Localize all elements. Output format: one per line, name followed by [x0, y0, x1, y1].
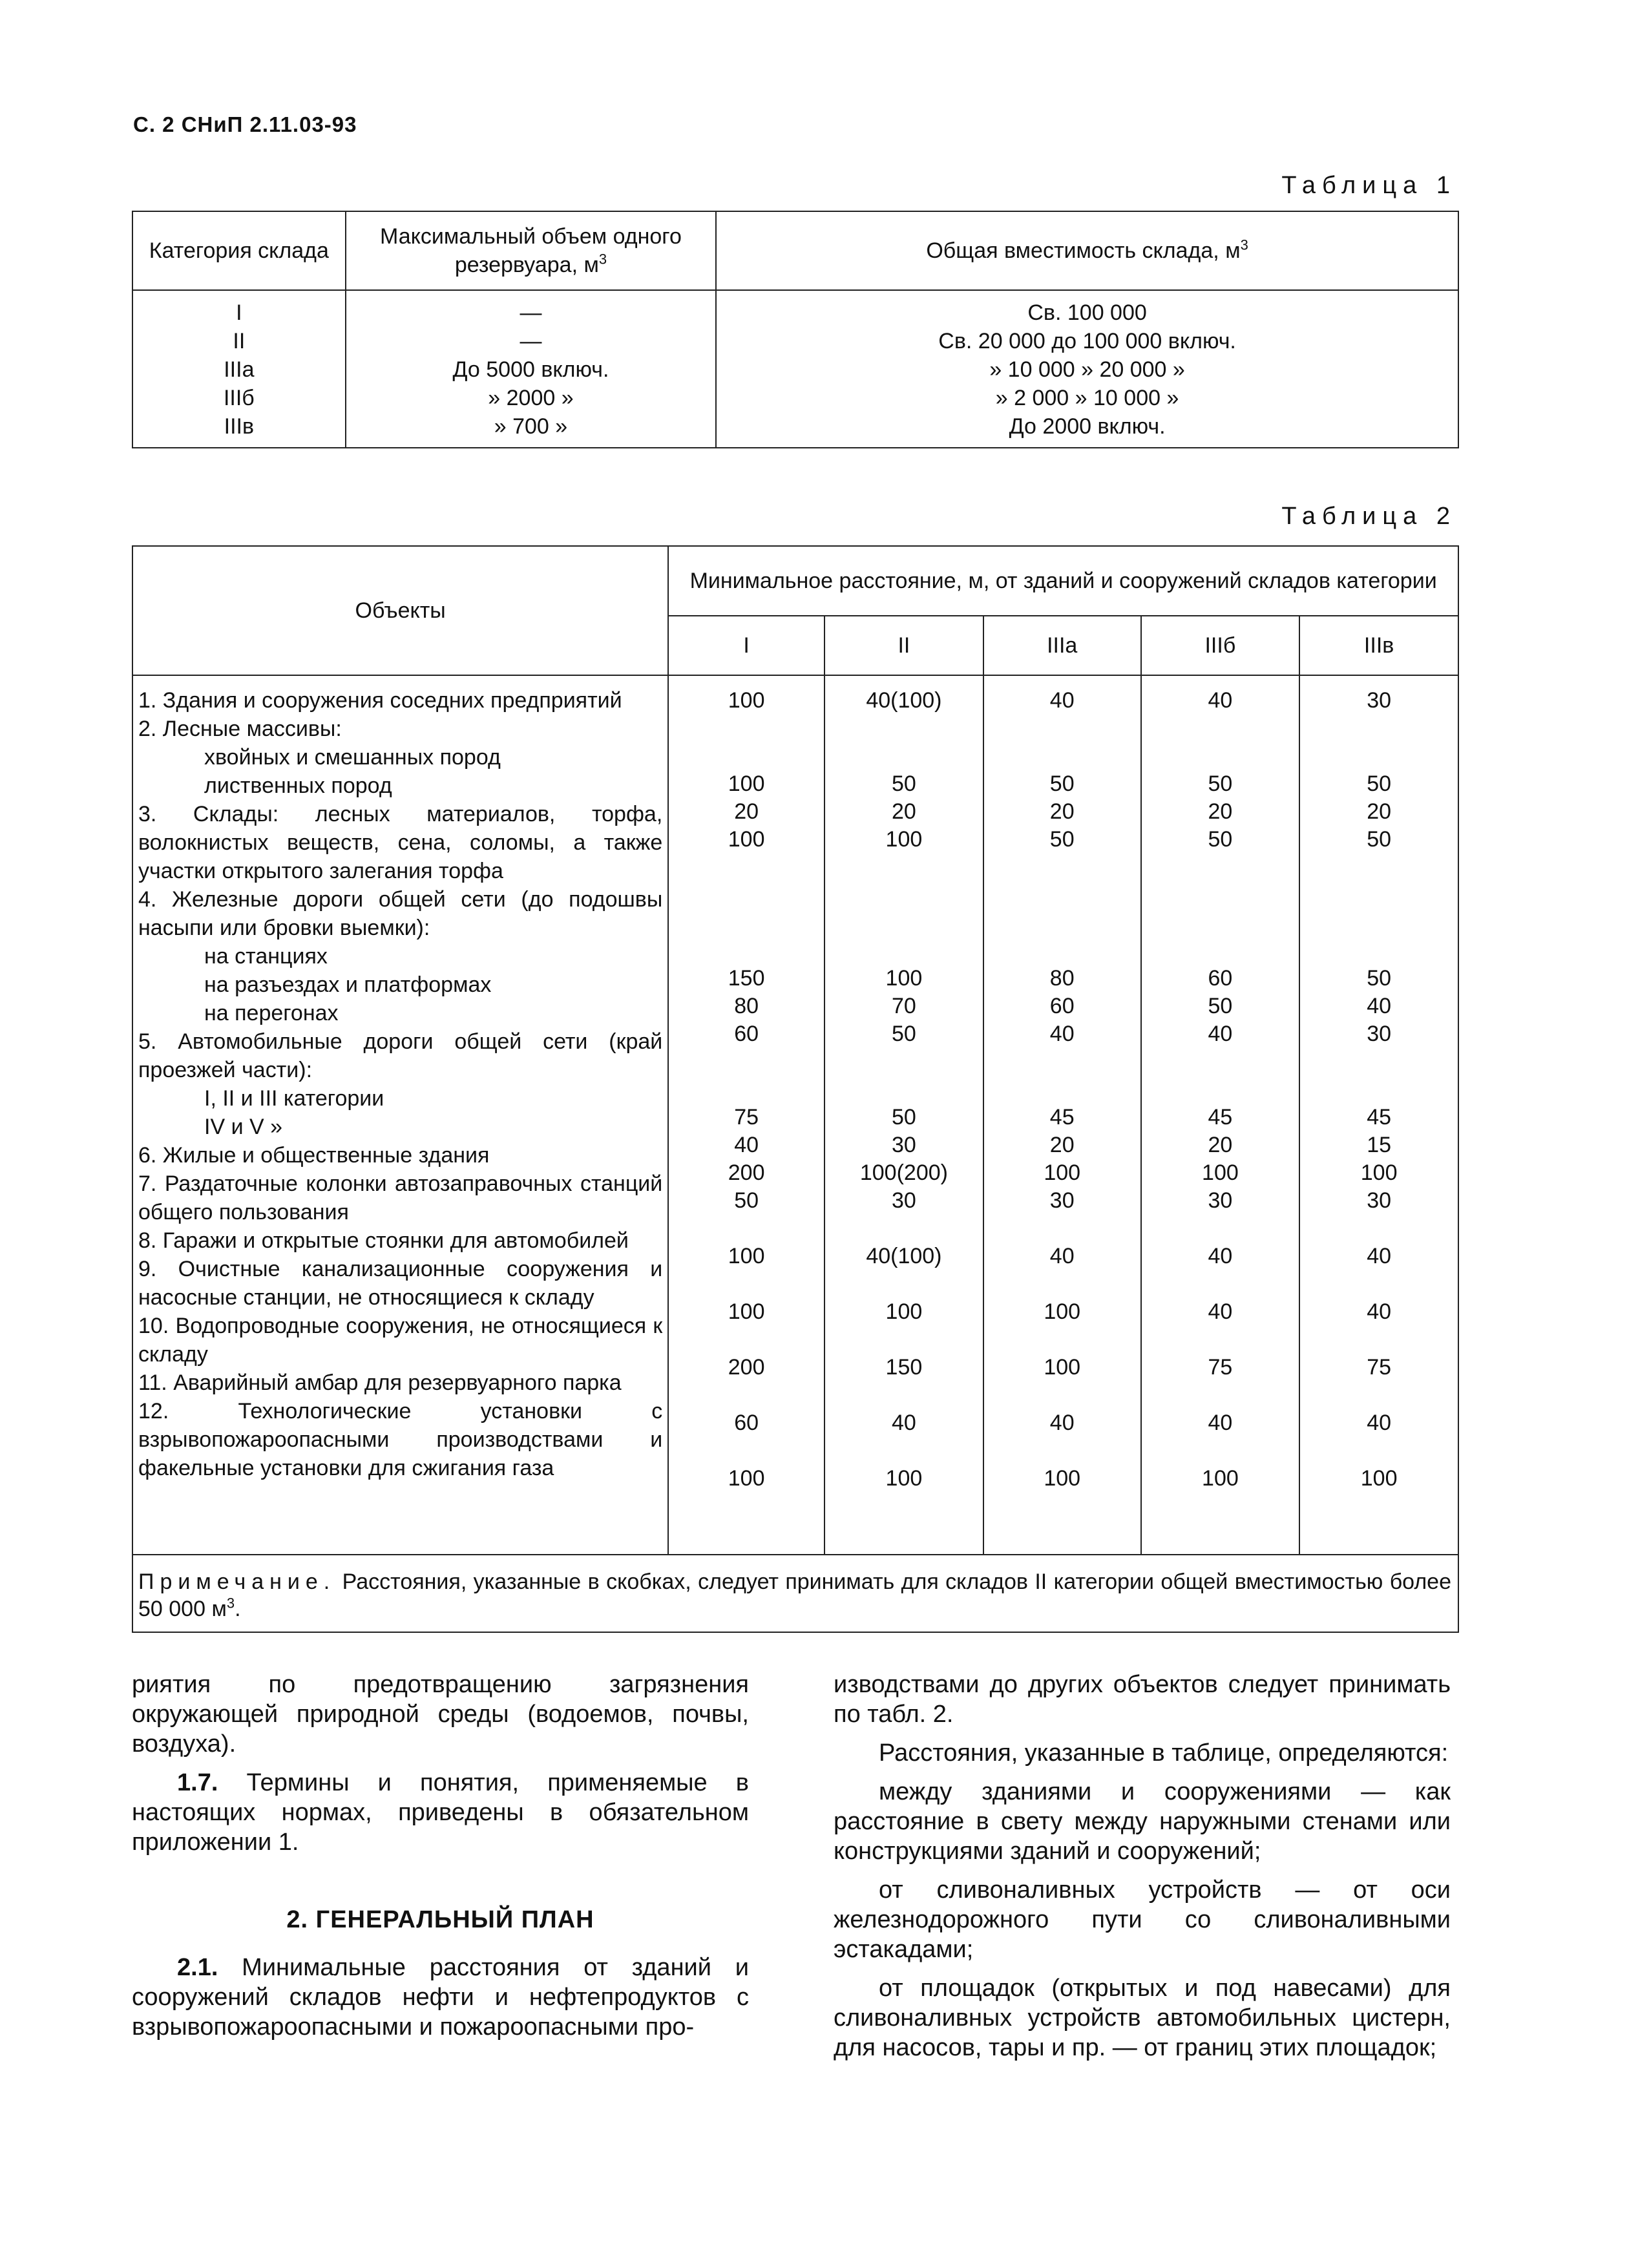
- table-cell: До 2000 включ.: [1009, 414, 1166, 439]
- section-heading: 2. ГЕНЕРАЛЬНЫЙ ПЛАН: [286, 1906, 594, 1933]
- table-cell: 100: [1202, 1466, 1239, 1491]
- table-cell: Св. 100 000: [1027, 300, 1147, 325]
- table-cell: 40: [1208, 1299, 1233, 1324]
- table-cell: 60: [734, 1022, 759, 1046]
- table1-header-total-capacity: Общая вместимость склада, $м^3$: [716, 211, 1458, 290]
- table-cell: 40: [1367, 1411, 1392, 1435]
- object-title: 12. Технологические установки с взрывопожароопасными производствами и факельные установки для сжигания газа: [138, 1399, 663, 1480]
- table-cell: 100: [728, 1244, 765, 1268]
- table-cell: I: [236, 300, 242, 325]
- table-cell: 100: [1360, 1466, 1398, 1491]
- table-cell: 30: [1049, 1188, 1075, 1213]
- table-cell: 50: [1367, 827, 1392, 852]
- table-cell: Св. 20 000 до 100 000 включ.: [938, 329, 1236, 353]
- table-cell: 100(200): [859, 1160, 948, 1185]
- table-cell: 20: [892, 799, 916, 824]
- table-cell: 50: [892, 1022, 916, 1046]
- table-cell: 100: [885, 1299, 923, 1324]
- table-cell: 100: [728, 827, 765, 852]
- table-cell: 40: [1208, 1244, 1233, 1268]
- table-cell: 100: [885, 1466, 923, 1491]
- table-cell: 60: [734, 1411, 759, 1435]
- table-cell: 45: [1208, 1105, 1233, 1129]
- table-cell: 100: [1044, 1160, 1081, 1185]
- table-cell: 80: [734, 994, 759, 1018]
- paragraph: риятия по предотвращению загрязнения окружающей природной среды (водоемов, почвы, воздуха).: [132, 1671, 749, 1758]
- table-cell-empty: [989, 908, 1135, 964]
- table2-note: Примечание. Расстояния, указанные в скобках, следует принимать для складов II категории общей вместимостью более 50 000 $м^3$.: [132, 1555, 1458, 1632]
- table-cell: IIIб: [223, 386, 255, 410]
- table-cell: 40: [1049, 688, 1075, 713]
- table-cell: » 2 000 » 10 000 »: [995, 386, 1179, 410]
- table-cell: 100: [1202, 1160, 1239, 1185]
- table-cell: 45: [1367, 1105, 1392, 1129]
- table-cell: 40: [892, 1411, 916, 1435]
- table-cell: 30: [892, 1188, 916, 1213]
- table-cell-empty: [1147, 742, 1294, 770]
- table-cell: 40: [1049, 1022, 1075, 1046]
- table-cell: 100: [1044, 1355, 1081, 1380]
- table-cell: 60: [1208, 966, 1233, 991]
- table-cell-empty: [989, 742, 1135, 770]
- table-cell: 75: [1367, 1355, 1392, 1380]
- table-cell-empty: [830, 1047, 978, 1103]
- table-cell-empty: [674, 742, 819, 770]
- object-sub: хвойных и смешанных пород: [204, 745, 501, 770]
- table-cell: 30: [1367, 1188, 1392, 1213]
- table1-caption: Таблица 1: [1281, 172, 1456, 199]
- table-cell: 40: [1367, 1244, 1392, 1268]
- table-cell: » 2000 »: [488, 386, 574, 410]
- table-cell: 40(100): [866, 688, 942, 713]
- table-cell: 40: [1208, 1411, 1233, 1435]
- object-sub: I, II и III категории: [204, 1086, 384, 1111]
- table-cell: 40(100): [866, 1244, 942, 1268]
- table-cell: » 10 000 » 20 000 »: [989, 357, 1185, 382]
- table-cell: 20: [1049, 799, 1075, 824]
- table-cell: 80: [1049, 966, 1075, 991]
- table-cell: 100: [1360, 1160, 1398, 1185]
- table2-header-cat-2: II: [824, 616, 983, 675]
- table-cell: 100: [1044, 1466, 1081, 1491]
- table1-category-column: [132, 290, 346, 448]
- object-title: 11. Аварийный амбар для резервуарного парка: [138, 1370, 622, 1395]
- table-cell: 100: [728, 772, 765, 796]
- table-cell: 100: [728, 1466, 765, 1491]
- paragraph: 2.1. Минимальные расстояния от зданий и сооружений складов нефти и нефтепродуктов с взрывопожароопасными и пожароопасными про-: [132, 1954, 750, 2041]
- table-cell-empty: [830, 908, 978, 964]
- table-cell: IIIв: [224, 414, 255, 439]
- table-cell: 100: [1044, 1299, 1081, 1324]
- table-cell: До 5000 включ.: [452, 357, 609, 382]
- table2-header-cat-1: I: [668, 616, 824, 675]
- table-cell: 50: [734, 1188, 759, 1213]
- paragraph: от сливоналивных устройств — от оси железнодорожного пути со сливоналивными эстакадами;: [834, 1876, 1451, 1963]
- table-cell-empty: [674, 908, 819, 964]
- table-cell: 40: [1208, 1022, 1233, 1046]
- table-cell: 50: [1208, 772, 1233, 796]
- running-head: С. 2 СНиП 2.11.03-93: [133, 112, 357, 136]
- table-cell: 150: [885, 1355, 923, 1380]
- table-cell: 20: [1049, 1133, 1075, 1157]
- table-cell: —: [520, 329, 542, 353]
- table-cell-empty: [1305, 908, 1453, 964]
- object-sub: лиственных пород: [204, 773, 392, 798]
- paragraph: 1.7. Термины и понятия, применяемые в настоящих нормах, приведены в обязательном приложении 1.: [132, 1769, 749, 1856]
- table-cell: 40: [1049, 1244, 1075, 1268]
- table-cell: 100: [728, 1299, 765, 1324]
- table1-total-capacity-column: [716, 290, 1458, 448]
- table-cell: 40: [1049, 1411, 1075, 1435]
- table-cell-empty: [1305, 1047, 1453, 1103]
- text-column-left: [132, 1670, 749, 2042]
- object-title: 10. Водопроводные сооружения, не относящиеся к складу: [138, 1314, 663, 1367]
- table2-header-cat-3a: IIIа: [983, 616, 1141, 675]
- paragraph: изводствами до других объектов следует принимать по табл. 2.: [834, 1671, 1451, 1728]
- table-cell-empty: [1147, 908, 1294, 964]
- table-cell: 30: [1208, 1188, 1233, 1213]
- object-title: 7. Раздаточные колонки автозаправочных станций общего пользования: [138, 1171, 663, 1224]
- table-cell: 75: [734, 1105, 759, 1129]
- table-cell: 70: [892, 994, 916, 1018]
- table-cell: 50: [1208, 827, 1233, 852]
- table-cell: 60: [1049, 994, 1075, 1018]
- object-title: 9. Очистные канализационные сооружения и насосные станции, не относящиеся к складу: [138, 1257, 663, 1310]
- table-cell: 100: [885, 966, 923, 991]
- table-cell: 45: [1049, 1105, 1075, 1129]
- object-title: 1. Здания и сооружения соседних предприятий: [138, 688, 622, 713]
- table2-values-cat-1: [668, 675, 824, 1555]
- table2-header-cat-3v: IIIв: [1299, 616, 1458, 675]
- table-cell: II: [233, 329, 246, 353]
- table-cell-empty: [830, 742, 978, 770]
- table1-max-volume-column: [346, 290, 716, 448]
- table-cell: 150: [728, 966, 765, 991]
- table-cell: 30: [1367, 1022, 1392, 1046]
- text-column-right: [834, 1670, 1451, 2063]
- table1-header-max-volume: Максимальный объем одного резервуара, $м^3$: [346, 211, 716, 290]
- table-cell: 20: [1208, 1133, 1233, 1157]
- table-cell: » 700 »: [494, 414, 568, 439]
- table-cell: 15: [1367, 1133, 1392, 1157]
- table-cell: 50: [1208, 994, 1233, 1018]
- table2-header-distance: Минимальное расстояние, м, от зданий и сооружений складов категории: [668, 546, 1458, 616]
- table-cell: 40: [1367, 994, 1392, 1018]
- table2-values-cat-3b: [1141, 675, 1300, 1555]
- table2-values-cat-3a: [983, 675, 1141, 1555]
- table-cell-empty: [674, 1047, 819, 1103]
- paragraph: от площадок (открытых и под навесами) для сливоналивных устройств автомобильных цистерн, для насосов, тары и пр. — от границ этих площадок;: [834, 1975, 1451, 2061]
- object-sub: на станциях: [204, 944, 328, 969]
- table-cell: 50: [1049, 772, 1075, 796]
- paragraph: между зданиями и сооружениями — как расстояние в свету между наружными стенами или конструкциями зданий и сооружений;: [834, 1778, 1451, 1865]
- table-cell: IIIа: [224, 357, 255, 382]
- table-cell: 30: [1367, 688, 1392, 713]
- table-cell: 50: [892, 772, 916, 796]
- table-cell-empty: [1305, 742, 1453, 770]
- object-title: 4. Железные дороги общей сети (до подошвы насыпи или бровки выемки):: [138, 887, 663, 940]
- table-cell: 40: [1208, 688, 1233, 713]
- table2-values-cat-2: [824, 675, 983, 1555]
- object-sub: на перегонах: [204, 1001, 339, 1025]
- object-title: 8. Гаражи и открытые стоянки для автомобилей: [138, 1228, 629, 1253]
- table-cell: 200: [728, 1160, 765, 1185]
- table1-header-category: Категория склада: [132, 211, 346, 290]
- table-cell: 50: [1049, 827, 1075, 852]
- table-cell: 75: [1208, 1355, 1233, 1380]
- table2-caption: Таблица 2: [1281, 503, 1456, 530]
- object-sub: на разъездах и платформах: [204, 972, 492, 997]
- table1: [132, 211, 1459, 448]
- table2: [132, 545, 1459, 1633]
- table-cell-empty: [1147, 1047, 1294, 1103]
- table2-header-cat-3b: IIIб: [1141, 616, 1300, 675]
- table2-header-objects: Объекты: [132, 546, 668, 675]
- table-cell: 200: [728, 1355, 765, 1380]
- object-title: 2. Лесные массивы:: [138, 717, 342, 741]
- table-cell: 40: [1367, 1299, 1392, 1324]
- object-sub: IV и V »: [204, 1115, 283, 1139]
- table-cell: 50: [1367, 772, 1392, 796]
- table-cell: 100: [885, 827, 923, 852]
- object-title: 6. Жилые и общественные здания: [138, 1143, 490, 1168]
- table-cell: 40: [734, 1133, 759, 1157]
- object-title: 5. Автомобильные дороги общей сети (край проезжей части):: [138, 1029, 663, 1082]
- table-cell-empty: [989, 1047, 1135, 1103]
- table2-objects-column: [132, 675, 668, 1555]
- table-cell: 20: [734, 799, 759, 824]
- table-cell: 20: [1367, 799, 1392, 824]
- object-title: 3. Склады: лесных материалов, торфа, волокнистых веществ, сена, соломы, а также участки открытого залегания торфа: [138, 802, 663, 883]
- table-cell: 50: [1367, 966, 1392, 991]
- table-cell: 100: [728, 688, 765, 713]
- paragraph: Расстояния, указанные в таблице, определяются:: [879, 1739, 1449, 1767]
- table2-values-cat-3v: [1299, 675, 1458, 1555]
- table-cell: —: [520, 300, 542, 325]
- table-cell: 30: [892, 1133, 916, 1157]
- table-cell: 50: [892, 1105, 916, 1129]
- table-cell: 20: [1208, 799, 1233, 824]
